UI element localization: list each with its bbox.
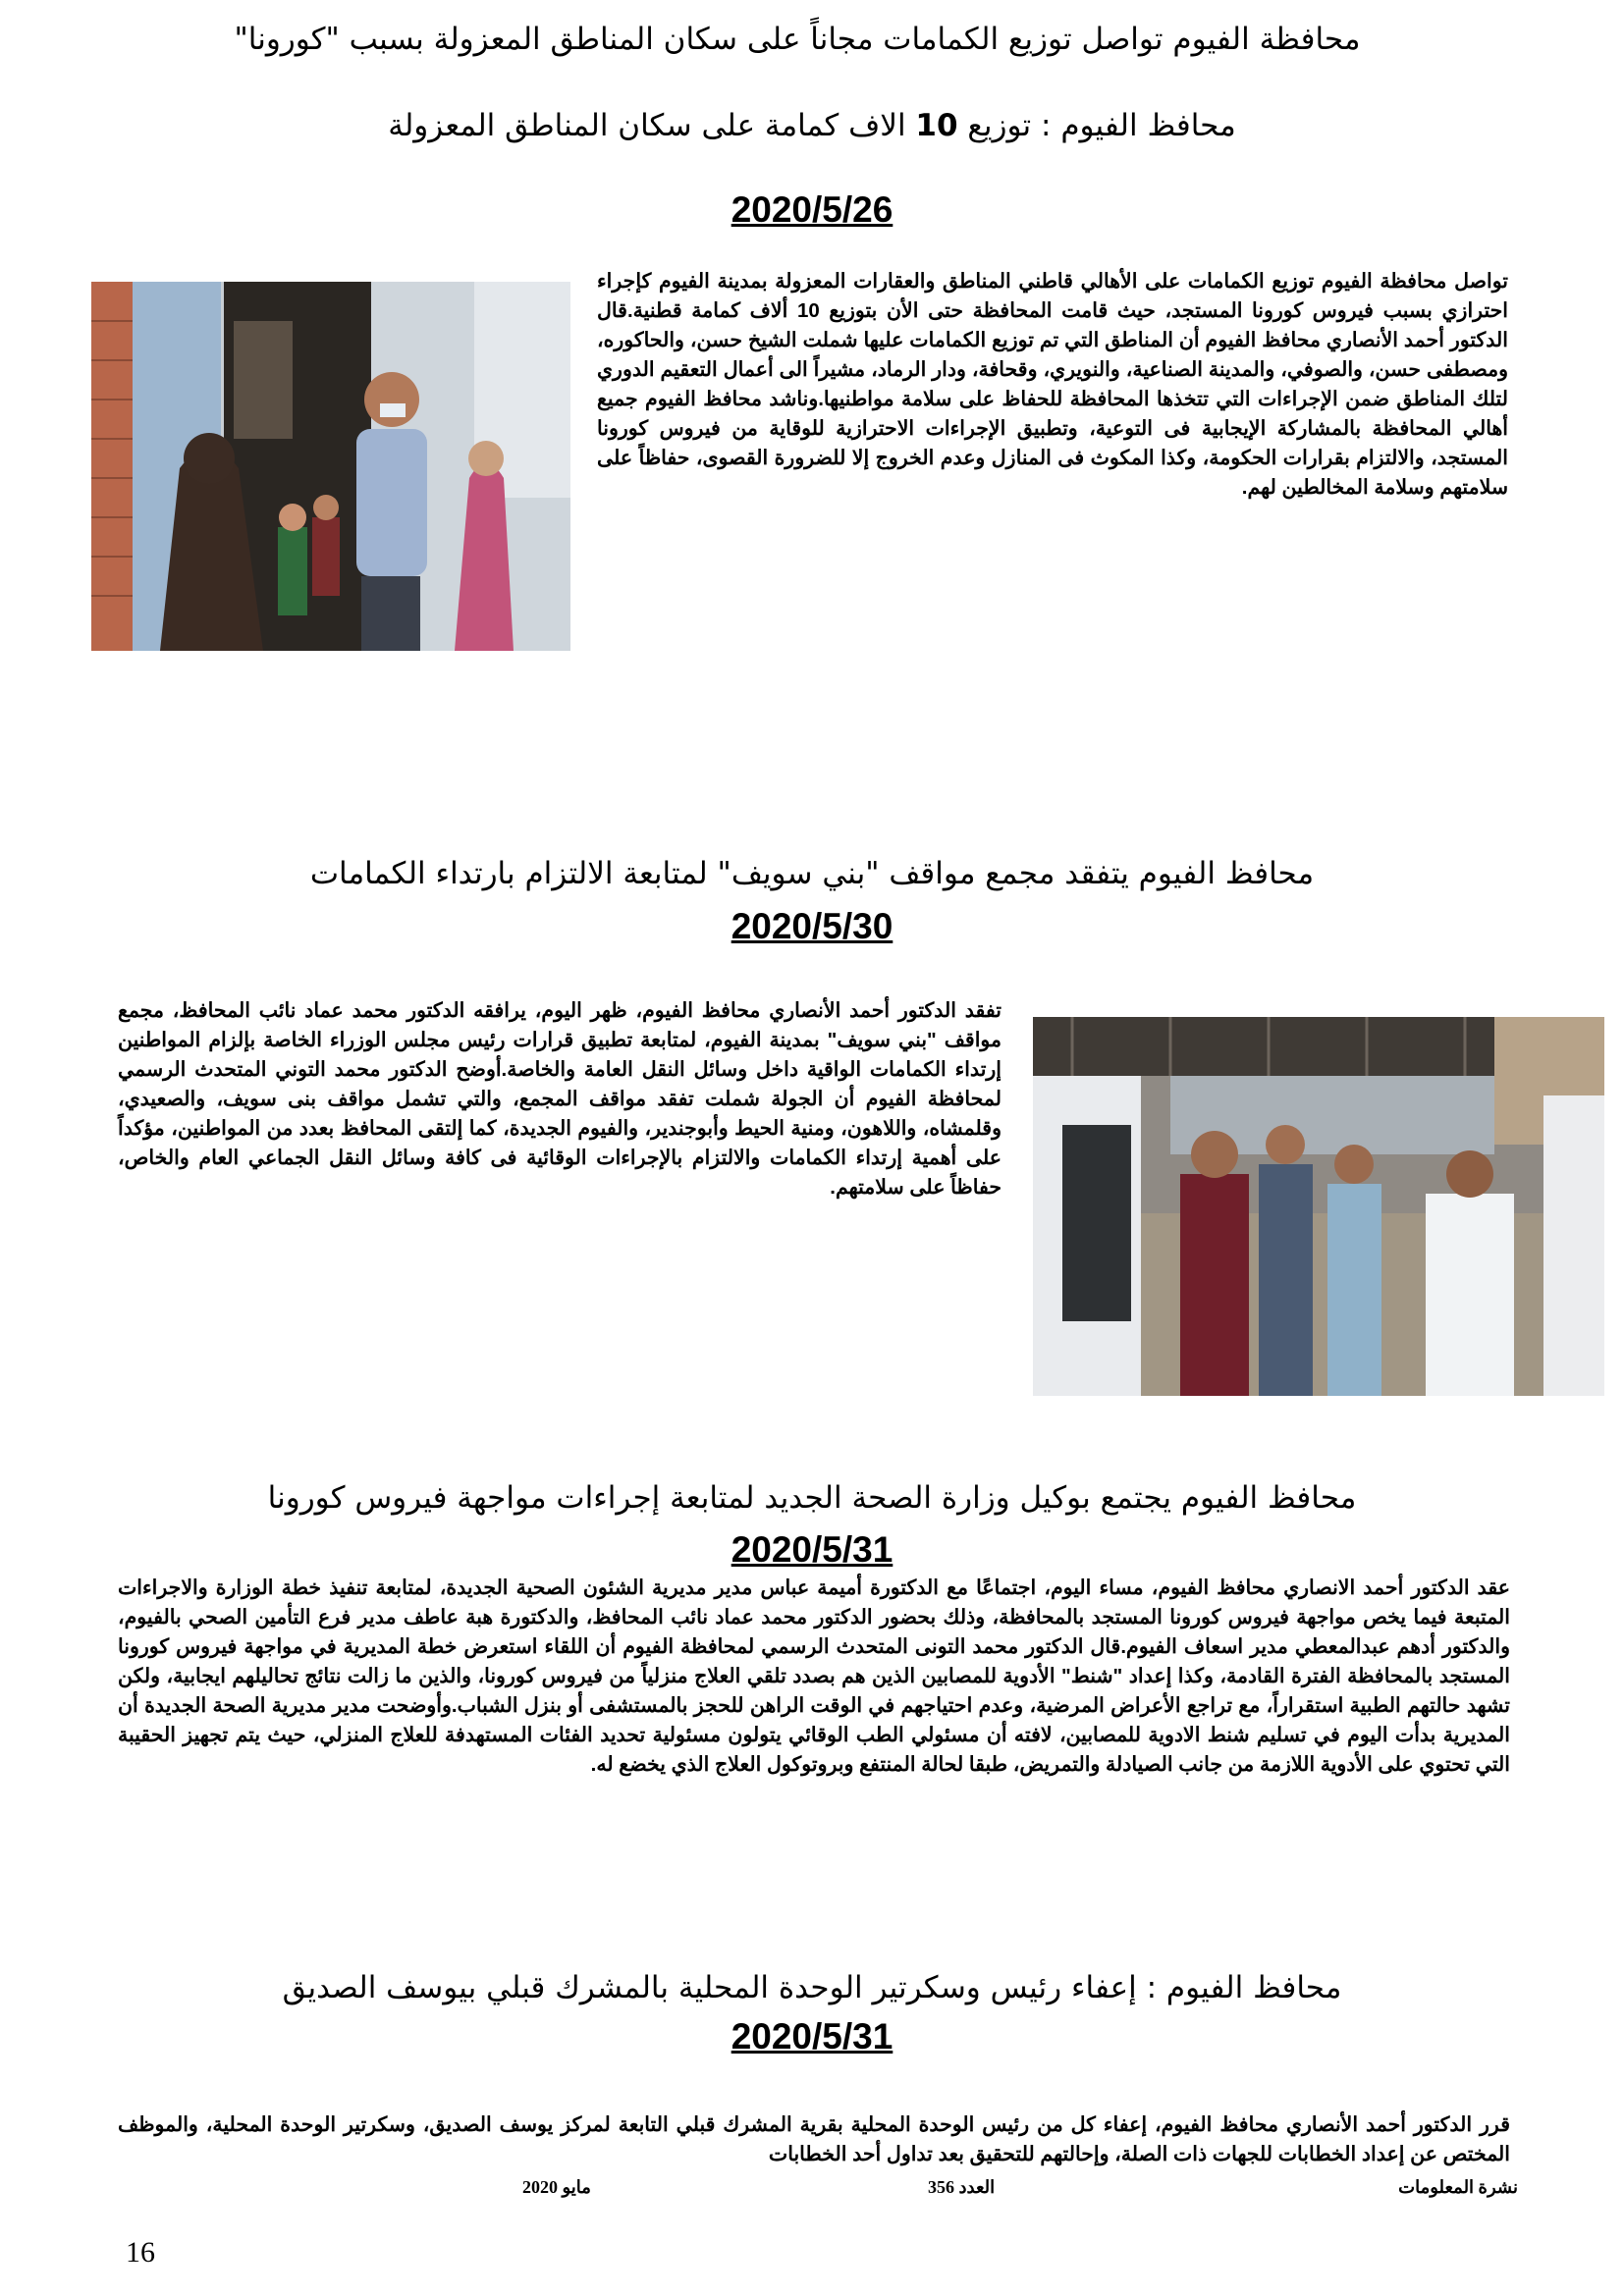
article-dismissal-body: قرر الدكتور أحمد الأنصاري محافظ الفيوم، إعفاء كل من رئيس الوحدة المحلية بقرية المشرك قبلي التابعة لمركز يوسف الصديق، وسكرتير الوحدة المحلية، والموظف المختص عن إعداد الخطابات للجهات ذات الصلة، وإحالتهم للتحقيق بعد تداول أحد الخطابات [118, 2113, 1510, 2165]
article-date: 2020/5/26 [731, 189, 893, 230]
headline-masks-distribution: محافظة الفيوم تواصل توزيع الكمامات مجاناً على سكان المناطق المعزولة بسبب "كورونا" [234, 22, 1361, 57]
footer-month: مايو 2020 [522, 2177, 591, 2197]
headline-part-before: محافظ الفيوم : توزيع [967, 108, 1236, 143]
footer-publication: نشرة المعلومات [1398, 2177, 1518, 2197]
article-date: 2020/5/31 [731, 1529, 893, 1570]
article-parking-body: تفقد الدكتور أحمد الأنصاري محافظ الفيوم، ظهر اليوم، يرافقه الدكتور محمد عماد نائب المحافظ، مجمع مواقف "بني سويف" بمدينة الفيوم، لمتابعة تطبيق قرارات رئيس مجلس الوزراء الخاصة بإلزام المواطنين إرتداء الكمامات الواقية داخل وسائل النقل العامة والخاصة.أوضح الدكتور محمد التوني المتحدث الرسمي لمحافظة الفيوم أن الجولة شملت تفقد مواقف المجمع، والتي تشمل مواقف بنى سويف، والصعيدي، وقلمشاه، واللاهون، ومنية الحيط وأبوجندير، والفيوم الجديدة، كما إلتقى المحافظ بعدد من المواطنين، مؤكداً على أهمية إرتداء الكمامات والالتزام بالإجراءات الوقائية فى كافة وسائل النقل الجماعي العام والخاص، حفاظاً على سلامتهم. [118, 999, 1001, 1199]
article-date: 2020/5/31 [731, 2016, 893, 2056]
footer-issue: العدد 356 [928, 2177, 996, 2197]
article-health-body: عقد الدكتور أحمد الانصاري محافظ الفيوم، مساء اليوم، اجتماعًا مع الدكتورة أميمة عباس مدير مديرية الشئون الصحية الجديدة، لمتابعة تنفيذ خطة الوزارة والاجراءات المتبعة فيما يخص مواجهة فيروس كورونا المستجد بالمحافظة، وذلك بحضور الدكتور محمد عماد نائب المحافظ، والدكتورة هبة عاطف مدير فرع التأمين الصحي بالفيوم، والدكتور أدهم عبدالمعطي مدير اسعاف الفيوم.قال الدكتور محمد التونى المتحدث الرسمي لمحافظة الفيوم أن اللقاء استعرض خطة المديرية في مواجهة فيروس كورونا المستجد بالمحافظة الفترة القادمة، وكذا إعداد "شنط" الأدوية للمصابين الذين هم بصدد تلقي العلاج منزلياً من فيروس كورونا، والذين ما زالت نتائج تحاليلهم ايجابية، ولكن تشهد حالتهم الطبية استقراراً، مع تراجع الأعراض المرضية، وعدم احتياجهم في الوقت الراهن للحجز بالمستشفى أو بنزل الشباب.وأوضحت مدير مديرية الصحة الجديدة أن المديرية بدأت اليوم في تسليم شنط الادوية للمصابين، لافته أن مسئولي الطب الوقائي يتولون مسئولية تحديد الفئات المستهدفة للعلاج المنزلي، حيث يتم تجهيز الحقيبة التي تحتوي على الأدوية اللازمة من جانب الصيادلة والتمريض، طبقا لحالة المنتفع وبروتوكول العلاج الذي يخضع له. [118, 1576, 1510, 1776]
headline-part-after: الاف كمامة على سكان المناطق المعزولة [388, 108, 906, 143]
headline-health-meeting: محافظ الفيوم يجتمع بوكيل وزارة الصحة الجديد لمتابعة إجراءات مواجهة فيروس كورونا [267, 1480, 1357, 1516]
page-number: 16 [126, 2236, 155, 2269]
headline-parking-inspection: محافظ الفيوم يتفقد مجمع مواقف "بني سويف" لمتابعة الالتزام بارتداء الكمامات [309, 856, 1315, 891]
photo-mask-distribution [91, 282, 570, 651]
article-masks-body: تواصل محافظة الفيوم توزيع الكمامات على الأهالي قاطني المناطق والعقارات المعزولة بمدينة الفيوم كإجراء احترازي بسبب فيروس كورونا المستجد، حيث قامت المحافظة حتى الأن بتوزيع 10 ألاف كمامة قطنية.قال الدكتور أحمد الأنصاري محافظ الفيوم أن المناطق التي تم توزيع الكمامات عليها شملت الشيخ حسن، والحاكوره، ومصطفى حسن، والصوفي، والمدينة الصناعية، والنويري، وقحافة، ودار الرماد، مشيراً الى أعمال التعقيم الدوري لتلك المناطق ضمن الإجراءات التي تتخذها المحافظة للحفاظ على سلامة مواطنيها.وناشد محافظ الفيوم جميع أهالي المحافظة بالمشاركة الإيجابية فى التوعية، وتطبيق الإجراءات الاحترازية للوقاية من فيروس كورونا المستجد، والالتزام بقرارات الحكومة، وكذا المكوث فى المنازل وعدم الخروج إلا للضرورة القصوى، حفاظاً على سلامتهم وسلامة المخالطين لهم. [597, 270, 1509, 499]
headline-number: 10 [915, 108, 958, 143]
headline-local-unit-dismissal: محافظ الفيوم : إعفاء رئيس وسكرتير الوحدة المحلية بالمشرك قبلي بيوسف الصديق [282, 1970, 1342, 2005]
photo-parking-inspection [1033, 1017, 1604, 1396]
headline-governor-10k-masks [147, 106, 1477, 145]
article-date: 2020/5/30 [731, 906, 893, 946]
